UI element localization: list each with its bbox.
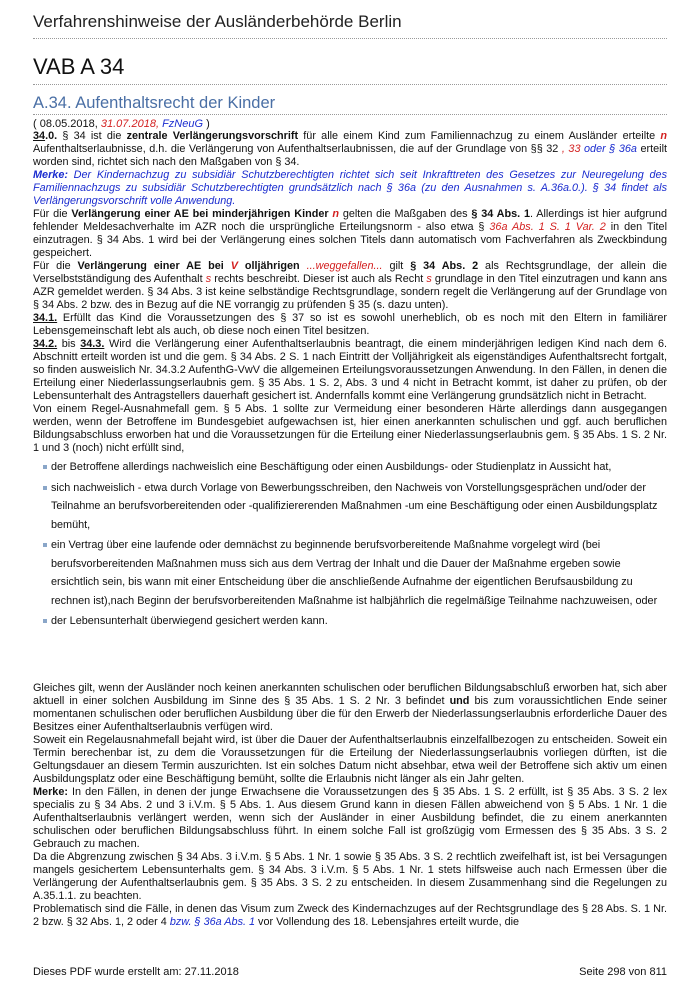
text: bis	[57, 338, 81, 350]
text: gelten die Maßgaben des	[339, 208, 472, 220]
date-line	[33, 118, 210, 130]
list-item-text: der Lebensunterhalt überwiegend gesichert werden kann.	[51, 615, 328, 627]
list-item-text: ein Vertrag über eine laufende oder demnächst zu beginnende berufsvorbereitende Maßnahme vorgelegt wird (bei berufsvorbereitenden Maßnahmen muss sich aus dem Vertrag der Inhalt und die Dauer der Maßnahme ergeben sowie ersichtlich sein, bis wann mit einer Entscheidung über die anschließende Aufnahme der eigentlichen Berufsausbildung zu rechnen ist),nach Beginn der berufsvorbereitenden Maßnahme ist halbjährlich die regelmäßige Teilnahme nachzuweisen, oder	[51, 539, 658, 607]
text: Für die	[33, 208, 72, 220]
text: Für die	[33, 260, 78, 272]
bold-text: § 34 Abs. 1	[471, 208, 531, 220]
bullet-icon	[43, 619, 47, 623]
title-divider	[33, 84, 667, 85]
merke-text: Der Kindernachzug zu subsidiär Schutzberechtigten richtet sich seit Inkrafttreten des Gesetzes zur Neuregelung des Familiennachzugs zu subsidiär Schutzberechtigten grundsätzlich nach § 36a (zu den Ausnahmen s. A.36a.0.). § 34 findet als Verlängerungsvorschrift volle Anwendung.	[33, 169, 667, 207]
date-text: ( 08.05.2018,	[33, 118, 101, 130]
paragraph-soweit: Soweit ein Regelausnahmefall bejaht wird, ist über die Dauer der Aufenthaltserlaubnis einzelfallbezogen zu entscheiden. Soweit ein Termin berechenbar ist, zu dem die Voraussetzungen für die Erteilung der Niederlassungserlaubnis vorliegen dürften, ist die Geltungsdauer an diesem Termin auszurichten. Ist ein solches Datum nicht absehbar, etwa weil der Betroffene sich aktiv um einen Ausbildungsplatz oder eine Beschäftigung bemüht, sollte die Erlaubnis nicht länger als ein Jahr gelten.	[33, 734, 667, 785]
inserted-letter: s	[426, 273, 432, 285]
text: . Allerdings ist hier aufgrund fehlender Meldesachverhalte im AZR noch die ursprüngliche Erteilungsnorm - also etwa §	[33, 208, 667, 233]
merke-label: Merke:	[33, 169, 68, 181]
page-number: Seite 298 von 811	[579, 966, 667, 978]
inserted-text: bzw. § 36a Abs. 1	[169, 916, 256, 928]
text: erteilt worden sind, richtet sich nach den Maßgaben von § 34.	[33, 143, 667, 168]
paragraph-34-2	[33, 338, 667, 403]
paragraph-merke-2	[33, 786, 667, 851]
condition-list	[33, 458, 667, 631]
text: als Rechtsgrundlage, der allein die Verselbstständigung des Aufenthalt	[33, 260, 667, 285]
list-item	[43, 612, 667, 631]
text: vor Vollendung des 18. Lebensjahres erteilt wurde, die	[255, 916, 520, 928]
created-date: Dieses PDF wurde erstellt am: 27.11.2018	[33, 966, 239, 978]
removed-text: ...weggefallen...	[306, 260, 383, 272]
merke-note	[33, 169, 667, 208]
text: Erfüllt das Kind die Voraussetzungen des § 37 so ist es sowohl unerheblich, ob es noch mit den Eltern in familiärer Lebensgemeinschaft lebt als auch, ob diese noch einen Titel besitzen.	[33, 312, 667, 337]
header-divider	[33, 38, 667, 39]
document-id: VAB A 34	[33, 54, 125, 79]
list-item-text: der Betroffene allerdings nachweislich eine Beschäftigung oder einen Ausbildungs- oder Studienplatz in Aussicht hat,	[51, 461, 612, 473]
page-footer	[33, 966, 667, 978]
bullet-icon	[43, 465, 47, 469]
amended-text: 36a Abs. 1 S. 1 Var. 2	[489, 221, 606, 233]
bold-text: Verlängerung einer AE bei minderjährigen Kinder	[71, 208, 333, 220]
paragraph-gleiches	[33, 682, 667, 734]
merke-label: Merke:	[33, 786, 68, 798]
text: Problematisch sind die Fälle, in denen das Visum zum Zweck des Kindernachzuges auf der Rechtsgrundlage des § 28 Abs. S. 1 Nr. 2 bzw. § 32 Abs. 1, 2 oder 4	[33, 903, 667, 928]
text: In den Fällen, in denen der junge Erwachsene die Voraussetzungen des § 35 Abs. 1 S. 2 erfüllt, ist § 35 Abs. 3 S. 2 lex specialis zu § 34 Abs. 2 und 3 i.V.m. § 5 Abs. 1. Aus diesem Grund kann in diesen Fällen abweichend von § 5 Abs. 1 Nr. 1 die Aufenthaltserlaubnis verlängert werden, wenn sich der Ausländer in einer Ausbildung befindet, die zu einem anerkannten schulischen oder beruflichen Bildungsabschluss führt. In einem solche Fall ist großzügig vom Ermessen des § 35 Abs. 3 S. 2 Gebrauch zu machen.	[33, 786, 667, 850]
bold-text: Verlängerung einer AE bei	[77, 260, 231, 272]
inserted-letter: s	[205, 273, 212, 285]
inserted-text: oder § 36a	[584, 143, 637, 155]
amended-date: 31.07.2018,	[100, 118, 163, 130]
list-item	[43, 536, 667, 610]
paragraph-problematisch	[33, 903, 667, 929]
inserted-letter: n	[332, 208, 340, 220]
list-item-text: sich nachweislich - etwa durch Vorlage von Bewerbungsschreiben, den Nachweis von Vorstellungsgesprächen und/oder der Teilnahme an berufsvorbereitenden oder -qualifiziererenden Maßnahmen -um eine Beschäftigung oder einen Ausbildungsplatz bemüht,	[51, 481, 658, 531]
bold-text: § 34 Abs. 2	[410, 260, 479, 272]
text: grundlage in den Titel einzutragen und kann ans AZR gemeldet werden. § 34 Abs. 3 ist keine selbständige Rechtsgrundlage, sondern regelt die Verlängerung auf der Grundlage von § 34 Abs. 2 bzw. des in Bezug auf die NE vorrangig zu prüfenden § 35 (s. dazu unten).	[33, 273, 667, 311]
text: in den Titel einzutragen. § 34 Abs. 1 wird bei der Verlängerung eines solchen Titels dann automatisch vom Fachverfahren als Zweckbindung gespeichert.	[33, 221, 667, 259]
main-body-continued	[33, 682, 667, 929]
main-body	[33, 130, 667, 633]
bold-text: olljährigen	[237, 260, 307, 272]
act-link[interactable]: FzNeuG	[162, 118, 204, 130]
paragraph-adult	[33, 260, 667, 312]
para-number: 34.1.	[33, 312, 58, 324]
para-number-suffix: .0.	[45, 130, 58, 142]
inserted-letter: n	[660, 130, 667, 142]
text: Wird die Verlängerung einer Aufenthaltserlaubnis beantragt, die einem minderjährigen ledigen Kind nach dem 6. Abschnitt erteilt worden ist und die gem. § 34 Abs. 2 S. 1 nach Eintritt der Volljährigkeit als eigenständiges Aufenthaltsrecht fortgalt, so finden ausweislich Nr. 34.3.2 AufenthG-VwV die allgemeinen Erteilungsvoraussetzungen Anwendung. In den Fällen, in denen die Erteilung einer Niederlassungserlaubnis gem. § 35 Abs. 1 S. 2, Abs. 3 und 4 nicht in Betracht kommt, ist daher zu prüfen, ob der Lebensunterhalt des Antragstellers dauerhaft gesichert ist. Andernfalls kommt eine Verlängerung grundsätzlich nicht in Betracht.	[33, 338, 667, 402]
list-item	[43, 458, 667, 477]
text: gilt	[382, 260, 411, 272]
bullet-icon	[43, 543, 47, 547]
paragraph-34-0	[33, 130, 667, 169]
paragraph-minor	[33, 208, 667, 260]
bold-text: zentrale Verlängerungsvorschrift	[126, 130, 299, 142]
document-header-title: Verfahrenshinweise der Ausländerbehörde Berlin	[33, 12, 402, 31]
bullet-icon	[43, 486, 47, 490]
amended-text: , 33	[561, 143, 585, 155]
para-number: 34	[33, 130, 46, 142]
paragraph-regel: Von einem Regel-Ausnahmefall gem. § 5 Abs. 1 sollte zur Vermeidung einer besonderen Härte allerdings dann ausgegangen werden, wenn der Betroffene im Bundesgebiet aufgewachsen ist, hier einen anerkannten schulischen und ggf. auch beruflichen Bildungsabschluss erworben hat und die Voraussetzungen für die Erteilung einer Niederlassungserlaubnis gem. § 35 Abs. 1 S. 2 Nr. 1 und 3 (noch) nicht erfüllt sind,	[33, 403, 667, 454]
text: Aufenthaltserlaubnisse, d.h. die Verlängerung von Aufenthaltserlaubnissen, die auf der Grundlage von §§ 32	[33, 143, 562, 155]
text: Gleiches gilt, wenn der Ausländer noch keinen anerkannten schulischen oder beruflichen Bildungsabschluß erworben hat, sich aber aktuell in einer solchen Ausbildung im Sinne des § 35 Abs. 1 S. 2 Nr. 3 befindet	[33, 682, 667, 707]
date-close: )	[203, 118, 210, 130]
section-title: A.34. Aufenthaltsrecht der Kinder	[33, 94, 276, 112]
section-divider	[33, 114, 667, 115]
para-number: 34.2.	[33, 338, 58, 350]
bold-text: und	[449, 695, 470, 707]
paragraph-34-1	[33, 312, 667, 338]
para-number: 34.3.	[80, 338, 105, 350]
list-item	[43, 479, 667, 535]
text: für alle einem Kind zum Familiennachzug zu einem Ausländer erteilte	[298, 130, 661, 142]
text: bis zum voraussichtlichen Ende seiner momentanen schulischen oder beruflichen Ausbildung über die für den Erwerb der Niederlassungserlaubnis erforderliche Dauer des Besitzes einer Aufenthaltserlaubnis verfügen wird.	[33, 695, 667, 733]
text: rechts beschreibt. Dieser ist auch als Recht	[211, 273, 427, 285]
inserted-letter: V	[230, 260, 238, 272]
text: § 34 ist die	[57, 130, 127, 142]
paragraph-abgrenzung: Da die Abgrenzung zwischen § 34 Abs. 3 i.V.m. § 5 Abs. 1 Nr. 1 sowie § 35 Abs. 3 S. 2 rechtlich zweifelhaft ist, ist bei Versagungen mangels gesichertem Lebensunterhalts gem. § 34 Abs. 3 i.V.m. § 5 Abs. 1 Nr. 1 stets hilfsweise auch nach Ermessen über die Verlängerung der Aufenthaltserlaubnis gem. § 35 Abs. 3 S. 2 zu entscheiden. In diesem Zusammenhang sind die Regelungen zu A.35.1.1. zu beachten.	[33, 851, 667, 902]
